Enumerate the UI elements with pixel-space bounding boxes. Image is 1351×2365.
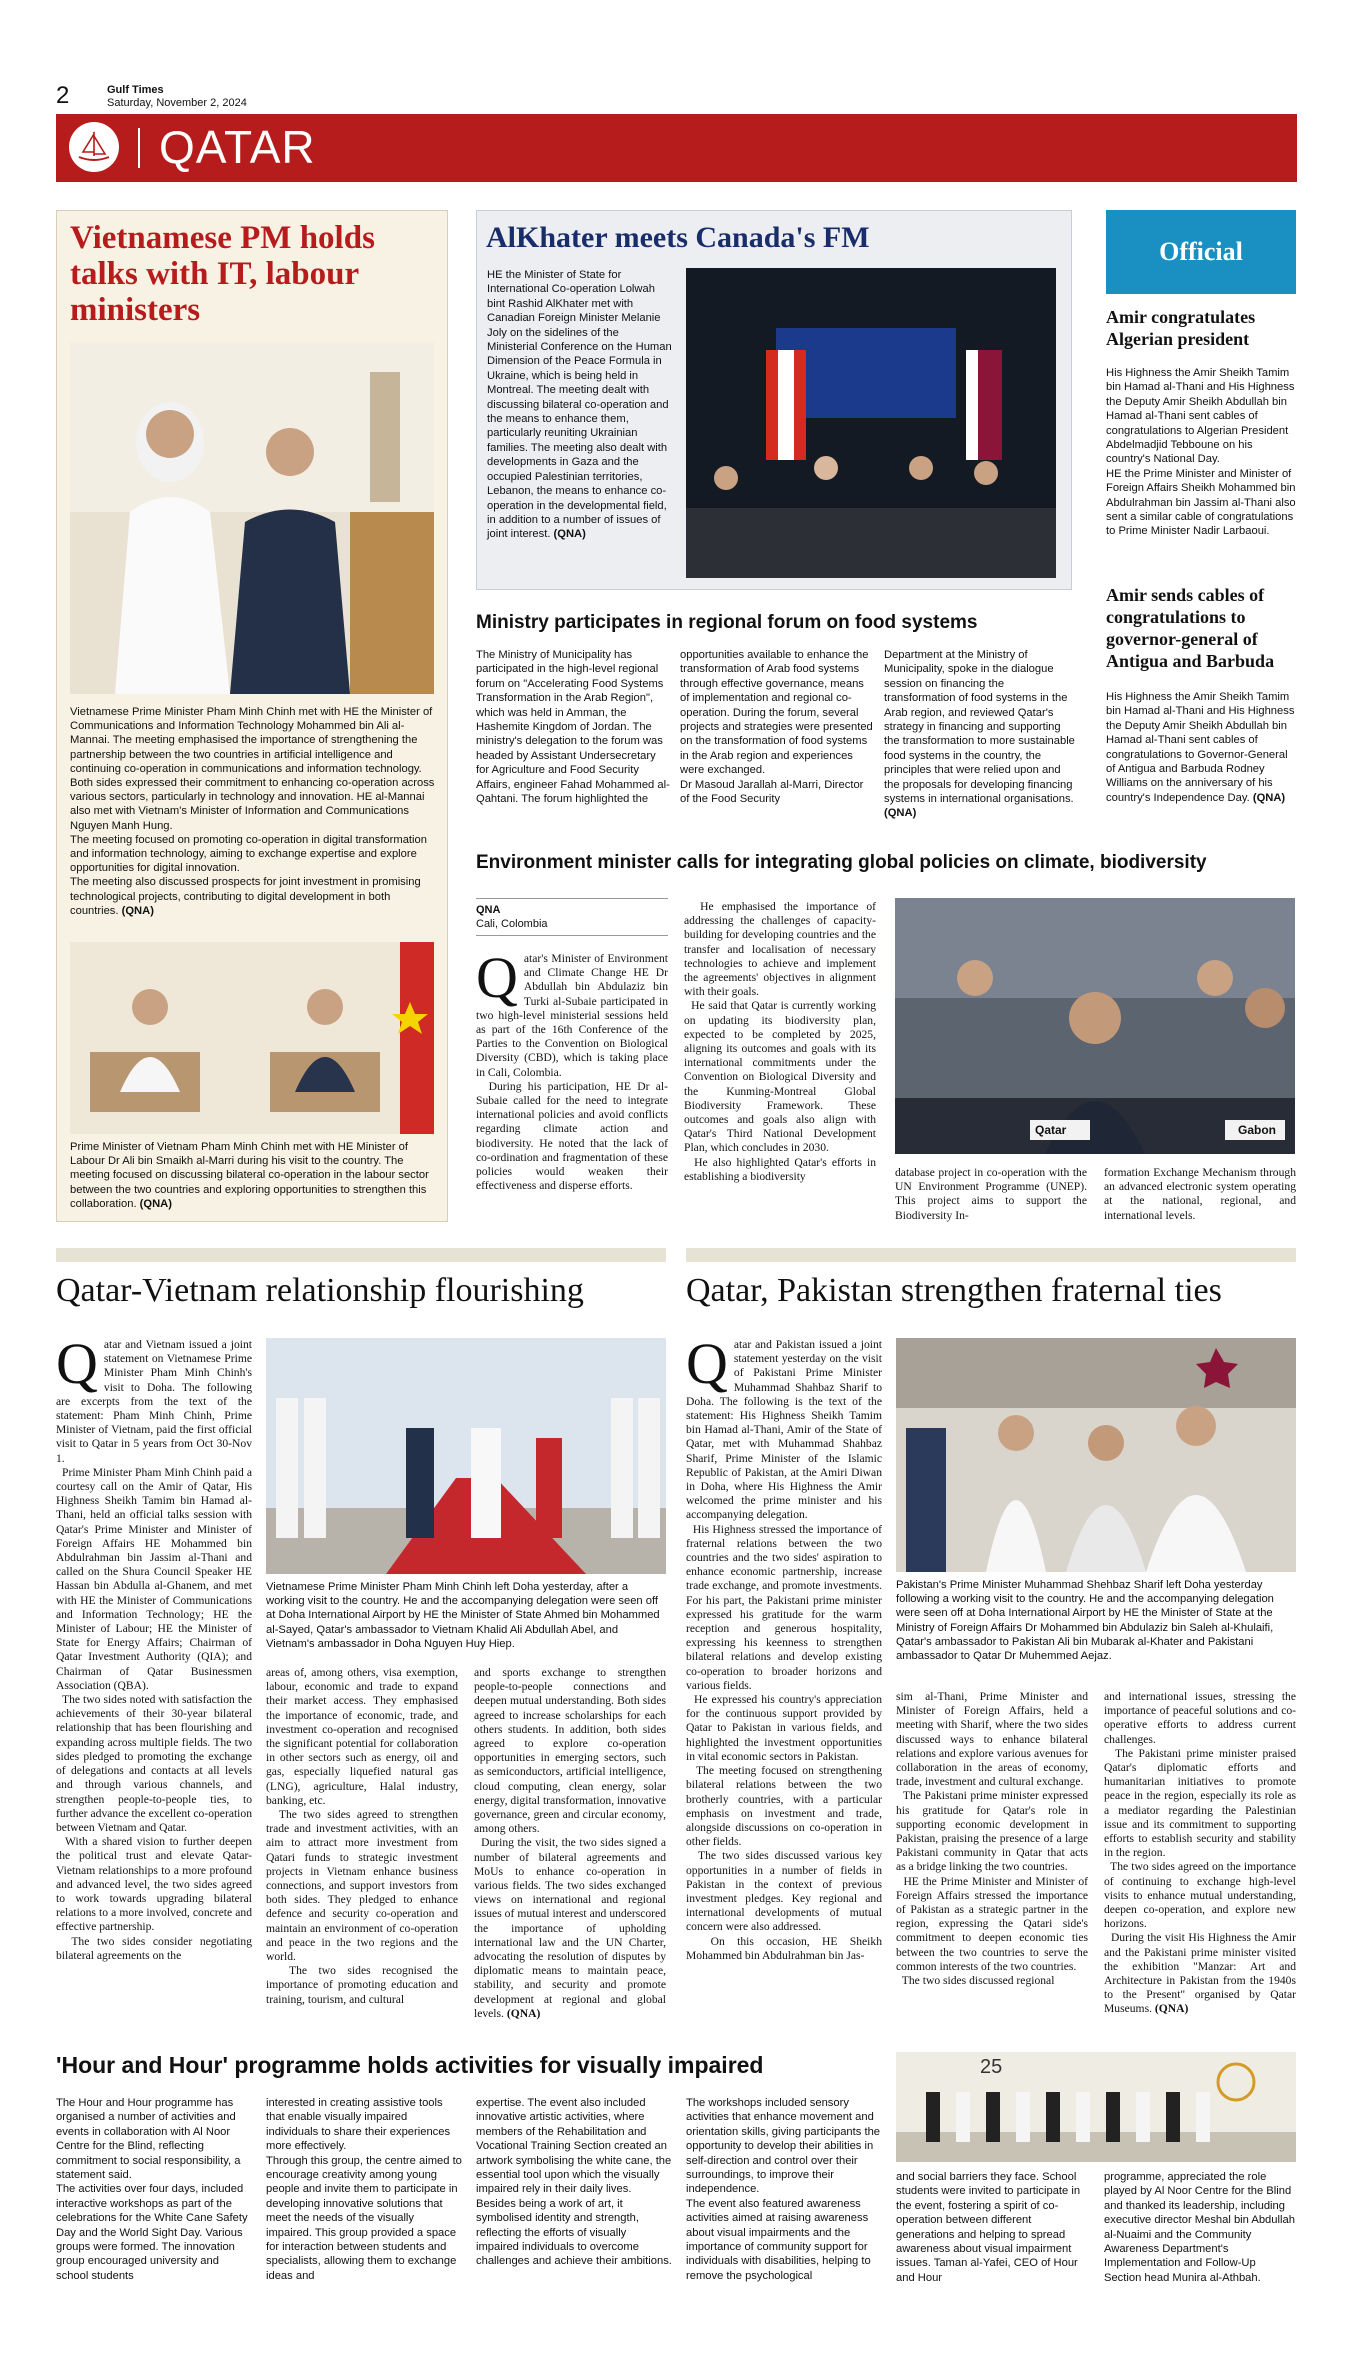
hour-col-4: The workshops included sensory activities that enhance movement and orientation skills, giving participants the opportunity to develop their abilities in self-direction and control over their surroundings, to improve their independence. The event also featured awareness activities aimed at raising awareness about visual impairments and the importance of community support for individuals with disabilities, helping to remove the psychological xyxy=(686,2097,881,2282)
env-byline: QNA xyxy=(476,904,501,916)
qp-caption: Pakistan's Prime Minister Muhammad Shehbaz Sharif left Doha yesterday following a working visit to the country. He and the accompanying delegation were seen off at Doha International Airport by HE the Minister of State at the Ministry of Foreign Affairs Dr Mohammed bin Abdulaziz bin Saleh al-Khulaifi, Qatar's ambassador to Pakistan Ali bin Mubarak al-Khater and Pakistani ambassador to Qatar Dr Muhemmed Aejaz. xyxy=(896,1579,1274,1663)
gabon-nameplate: Gabon xyxy=(1238,1123,1276,1137)
qatar-vietnam-headline: Qatar-Vietnam relationship flourishing xyxy=(56,1272,584,1309)
vn-caption-2: Prime Minister of Vietnam Pham Minh Chinh met with HE Minister of Labour Dr Ali bin Smaikh al-Marri during his visit to the country. The meeting focused on discussing bilateral co-operation in the labour sector between the two countries and exploring opportunities to strengthen this collaboration. (QNA) xyxy=(70,1141,429,1210)
hour-headline: 'Hour and Hour' programme holds activities for visually impaired xyxy=(56,2052,764,2078)
ministry-col-3: Department at the Ministry of Municipality, spoke in the dialogue session on financing the transformation of food systems in the Arab region, and reviewed Qatar's strategy in financing and supporting the transformation to more sustainable food systems in the country, the principles that were relied upon and the proposals for developing financing systems in international organisations. (QNA) xyxy=(884,649,1075,820)
issue-date: Saturday, November 2, 2024 xyxy=(107,97,247,109)
qp-col-2: sim al-Thani, Prime Minister and Minister of Foreign Affairs, held a meeting with Sharif, where the two sides discussed ways to enhance bilateral relations and explore various avenues for collaboration in the areas of economy, trade, investment and cultural exchange. The Pakistani prime minister expressed his gratitude for Qatar's role in supporting economic development in Pakistan, praising the presence of a large Pakistani community in Qatar that acts as a bridge linking the two countries. HE the Prime Minister and Minister of Foreign Affairs stressed the importance of Pakistan as a strategic partner in the region, expressing the Qatari side's commitment to deepen economic ties between the two countries to serve the common interests of the two countries. The two sides discussed regional xyxy=(896,1690,1088,1988)
ministry-headline: Ministry participates in regional forum on food systems xyxy=(476,612,978,633)
qv-col-2: areas of, among others, visa exemption, labour, economic and trade to expand their market access. They emphasised the importance of economic, trade, and investment co-operation and recognised the significant potential for collaboration in other sectors such as energy, oil and gas, especially liquefied natural gas (LNG), agriculture, Halal industry, banking, etc. The two sides agreed to strengthen trade and investment activities, with an aim to attract more investment from Qatari funds to strategic investment projects in Vietnam enhance business connections, and support investors from both sides. They pledged to enhance defence and security co-operation and maintain an environment of co-operation and peace in the two regions and the world. The two sides recognised the importance of promoting education and training, tourism, and cultural xyxy=(266,1666,459,2006)
section-banner xyxy=(56,114,1297,182)
hour-col-5: and social barriers they face. School students were invited to participate in the event, fostering a spirit of co-operation between different generations and helping to spread awareness about visual impairment issues. Taman al-Yafei, CEO of Hour and Hour xyxy=(896,2171,1081,2284)
environment-headline: Environment minister calls for integrating global policies on climate, biodiversity xyxy=(476,852,1207,873)
banner-divider xyxy=(138,128,140,168)
qp-col-1: Qatar and Pakistan issued a joint statement yesterday on the visit of Pakistani Prime Minister Muhammad Shahbaz Sharif to Doha. The following is the text of the statement: His Highness Sheikh Tamim bin Hamad al-Thani, Amir of the State of Qatar, met with Muhammad Shahbaz Sharif, Prime Minister of the Islamic Republic of Pakistan, at the Amiri Diwan in Doha, where His Highness the Amir welcomed the prime minister and his accompanying delegation. His Highness stressed the importance of fraternal relations between the two countries and the two sides' aspiration to enhance economic partnership, increase trade exchange, and promote investments. For his part, the Pakistani prime minister expressed his gratitude for the warm reception and generous hospitality, expressing his keenness to strengthen bilateral relations and develop existing co-operation to broader horizons and various fields. He expressed his country's appreciation for the continuous support provided by Qatar to Pakistan in various fields, and highlighted the investment opportunities in vital economic sectors in Pakistan. The meeting focused on strengthening bilateral relations between the two brotherly countries, with a particular emphasis on investment and trade, alongside discussions on co-operation in other fields. The two sides discussed various key opportunities in a number of fields in Pakistan in the context of previous investment pledges. Key regional and international developments of mutual concern were also addressed. On this occasion, HE Sheikh Mohammed bin Abdulrahman bin Jas- xyxy=(686,1331,883,1962)
qv-col-3: and sports exchange to strengthen people-to-people connections and deepen mutual understanding. Both sides agreed to increase scholarships for each others students. In addition, both sides agreed to explore co-operation opportunities in emerging sectors, such as semiconductors, artificial intelligence, cloud computing, clean energy, solar energy, digital transformation, innovative governance, green and circular economy, among others. During the visit, the two sides signed a number of bilateral agreements and MoUs to enhance co-operation in various fields. The two sides exchanged views on international and regional issues of mutual interest and underscored the importance of upholding international law and the UN Charter, advocating the resolution of disputes by diplomatic means to maintain peace, stability, and security and promote development at regional and global levels. (QNA) xyxy=(474,1666,667,2020)
env-col-2: He emphasised the importance of addressing the challenges of capacity-building for developing countries and the transfer and localisation of necessary technologies to achieve and implement the agreements' objectives in alignment with their goals. He said that Qatar is currently working on updating its biodiversity plan, expected to be completed by 2025, aligning its outcomes and goals with its international commitments under the Convention on Biological Diversity and the Kunming-Montreal Global Biodiversity Framework. These outcomes and goals also align with Qatar's Third National Development Plan, which concludes in 2030. He also highlighted Qatar's efforts in establishing a biodiversity xyxy=(684,900,877,1183)
pakistan-pm-departure-photo xyxy=(896,1338,1296,1572)
byline-rule xyxy=(476,898,668,899)
masthead: Gulf Times xyxy=(107,84,164,96)
vn-it-minister-photo xyxy=(70,342,434,694)
dhow-logo-icon xyxy=(69,122,119,172)
qatar-nameplate: Qatar xyxy=(1035,1123,1067,1137)
alkhater-canada-photo xyxy=(686,268,1056,578)
env-col-1: Qatar's Minister of Environment and Climate Change HE Dr Abdullah bin Abdulaziz bin Turki al-Subaie participated in two high-level ministerial sessions held as part of the 16th Conference of the Parties to the Convention on Biological Diversity (CBD), which is taking place in Cali, Colombia. During his participation, HE Dr al-Subaie called for the need to integrate international policies and avoid conflicts regarding climate action and biodiversity. He noted that the lack of co-ordination and fragmentation of these policies would weaken their effectiveness and disperse efforts. xyxy=(476,945,669,1193)
alkhater-body: HE the Minister of State for International Co-operation Lolwah bint Rashid AlKhater met with Canadian Foreign Minister Melanie Joly on the sidelines of the Ministerial Conference on the Human Dimension of the Peace Formula in Ukraine, which is being held in Montreal. The meeting dealt with discussing bilateral co-operation and the means to enhance them, particularly reuniting Ukrainian families. The meeting also dealt with developments in Gaza and the occupied Palestinian territories, Lebanon, the means to enhance co-operation in the developmental field, in addition to a number of issues of joint interest. (QNA) xyxy=(487,269,672,541)
env-col-4: formation Exchange Mechanism through an advanced electronic system operating at the national, regional, and international levels. xyxy=(1104,1166,1296,1222)
env-dateline: Cali, Colombia xyxy=(476,918,548,930)
vn-caption-1: Vietnamese Prime Minister Pham Minh Chinh met with HE the Minister of Communications and Information Technology Mohammed bin Ali al-Mannai. The meeting emphasised the importance of strengthening the partnership between the two countries in artificial intelligence and continuing co-operation in communications and information technology. Both sides expressed their commitment to enhancing co-operation across various sectors, particularly in technology and innovation. HE al-Mannai also met with Vietnam's Minister of Information and Communications Nguyen Manh Hung. The meeting focused on promoting co-operation in digital transformation and information technology, aiming to exchange expertise and explore opportunities for digital innovation. The meeting also discussed prospects for joint investment in promising technological projects, contributing to digital development in both countries. (QNA) xyxy=(70,706,435,917)
hour-col-3: expertise. The event also included innovative artistic activities, where members of the Rehabilitation and Vocational Training Section created an artwork symbolising the white cane, the essential tool upon which the visually impaired rely in their daily lives. Besides being a work of art, it symbolised identity and strength, reflecting the efforts of visually impaired individuals to overcome challenges and achieve their ambitions. xyxy=(476,2097,672,2268)
section-rule-right xyxy=(686,1248,1296,1262)
environment-conference-photo xyxy=(895,898,1295,1154)
official-item1-headline: Amir congratulates Algerian president xyxy=(1106,307,1256,349)
official-badge: Official xyxy=(1106,210,1296,294)
official-item1-body: His Highness the Amir Sheikh Tamim bin Hamad al-Thani and His Highness the Deputy Amir Sheikh Abdullah bin Hamad al-Thani sent cables of congratulations to Algerian President Abdelmadjid Tebboune on his country's National Day. HE the Prime Minister and Minister of Foreign Affairs Sheikh Mohammed bin Abdulrahman bin Jassim al-Thani also sent a similar cable of congratulations to Prime Minister Nadir Larbaoui. xyxy=(1106,367,1296,538)
hour-col-1: The Hour and Hour programme has organised a number of activities and events in collaboration with Al Noor Centre for the Blind, reflecting commitment to social responsibility, a statement said. The activities over four days, included interactive workshops as part of the celebrations for the White Cane Safety Day and the World Sight Day. Various groups were formed. The innovation group encouraged university and school students xyxy=(56,2097,248,2282)
qv-caption: Vietnamese Prime Minister Pham Minh Chinh left Doha yesterday, after a working visit to the country. He and the accompanying delegation were seen off at Doha International Airport by HE the Minister of State Ahmed bin Mohammed al-Sayed, Qatar's ambassador to Vietnam Khalid Ali Abdullah Abel, and Vietnam's ambassador in Doha Nguyen Huy Hiep. xyxy=(266,1581,660,1650)
page-number: 2 xyxy=(56,82,70,109)
ministry-col-1: The Ministry of Municipality has participated in the high-level regional forum on "Accelerating Food Systems Transformation in the Arab Region", which was held in Amman, the Hashemite Kingdom of Jordan. The ministry's delegation to the forum was headed by Assistant Undersecretary for Agriculture and Food Security Affairs, engineer Fahad Mohammed al-Qahtani. The forum highlighted the xyxy=(476,649,670,806)
qp-col-3: and international issues, stressing the importance of peaceful solutions and co-operative efforts to address current challenges. The Pakistani prime minister praised Qatar's diplomatic efforts and humanitarian initiatives to promote peace in the region, especially its role as a mediator regarding the Palestinian issue and its commitment to supporting efforts to establish security and stability in the region. The two sides agreed on the importance of continuing to exchange high-level visits to enhance mutual understanding, deepen co-operation, and explore new horizons. During the visit His Highness the Amir and the Pakistani prime minister visited the exhibition "Manzar: Art and Architecture in Pakistan from the 1940s to the Present" organised by Qatar Museums. (QNA) xyxy=(1104,1690,1297,2016)
section-rule-left xyxy=(56,1248,666,1262)
dateline-rule xyxy=(476,935,668,936)
vietnam-pm-departure-photo xyxy=(266,1338,666,1574)
official-item2-body: His Highness the Amir Sheikh Tamim bin Hamad al-Thani and His Highness the Deputy Amir Sheikh Abdullah bin Hamad al-Thani sent cables of congratulations to Governor-General of Antigua and Barbuda Rodney Williams on the anniversary of his country's Independence Day. (QNA) xyxy=(1106,691,1295,804)
vietnam-pm-headline: Vietnamese PM holds talks with IT, labour ministers xyxy=(70,220,375,328)
section-title: QATAR xyxy=(159,121,316,173)
env-col-3: database project in co-operation with the UN Environment Programme (UNEP). This project aims to support the Biodiversity In- xyxy=(895,1166,1087,1222)
qatar-pakistan-headline: Qatar, Pakistan strengthen fraternal ties xyxy=(686,1272,1222,1309)
ministry-col-2: opportunities available to enhance the transformation of Arab food systems through effective governance, means of implementation and regional co-operation. During the forum, several projects and strategies were presented on the transformation of food systems in the Arab region and experiences were exchanged. Dr Masoud Jarallah al-Marri, Director of the Food Security xyxy=(680,649,873,806)
hour-col-2: interested in creating assistive tools that enable visually impaired individuals to share their experiences more effectively. Through this group, the centre aimed to encourage creativity among young people and invite them to participate in developing innovative solutions that meet the needs of the visually impaired. This group provided a space for interaction between students and specialists, allowing them to exchange ideas and xyxy=(266,2097,462,2282)
vn-labour-minister-photo xyxy=(70,942,434,1134)
alkhater-headline: AlKhater meets Canada's FM xyxy=(486,221,870,254)
qv-col-1: Qatar and Vietnam issued a joint statement on Vietnamese Prime Minister Pham Minh Chinh's visit to Doha. The following are excerpts from the text of the statement: Pham Minh Chinh, Prime Minister of Vietnam, paid the first official visit to Qatar in 5 years from Oct 30-Nov 1. Prime Minister Pham Minh Chinh paid a courtesy call on the Amir of Qatar, His Highness Sheikh Tamim bin Hamad al-Thani, held an official talks session with Qatar's Prime Minister and Minister of Foreign Affairs HE Mohammed bin Abdulrahman bin Jassim al-Thani and called on the Shura Council Speaker HE Hassan bin Abdulla al-Ghanem, and met with HE the Minister of Communications and Information Technology; HE the Minister of Labour; HE the Minister of State for Energy Affairs; Chairman of Qatar Investment Authority (QIA); and Chairman of Qatar Businessmen Association (QBA). The two sides noted with satisfaction the achievements of their 30-year bilateral relationship that has been flourishing and expanding across multiple fields. The two sides pledged to promoting the exchange of delegations and contacts at all levels and through various channels, and strengthen people-to-people ties, to further advance the excellent co-operation between Vietnam and Qatar. With a shared vision to further deepen the political trust and elevate Qatar-Vietnam relationships to a more profound and advanced level, the two sides agreed to work towards upgrading bilateral relations to a more involved, concrete and effective partnership. The two sides consider negotiating bilateral agreements on the xyxy=(56,1331,253,1962)
hour-and-hour-group-photo xyxy=(896,2052,1296,2162)
photo-anniversary-number: 25 xyxy=(980,2056,1003,2078)
hour-col-6: programme, appreciated the role played by Al Noor Centre for the Blind and thanked its leadership, including executive director Meshal bin Abdullah al-Nuaimi and the Community Awareness Department's Implementation and Follow-Up Section head Munira al-Athbah. xyxy=(1104,2171,1295,2284)
official-item2-headline: Amir sends cables of congratulations to governor-general of Antigua and Barbuda xyxy=(1106,585,1275,671)
